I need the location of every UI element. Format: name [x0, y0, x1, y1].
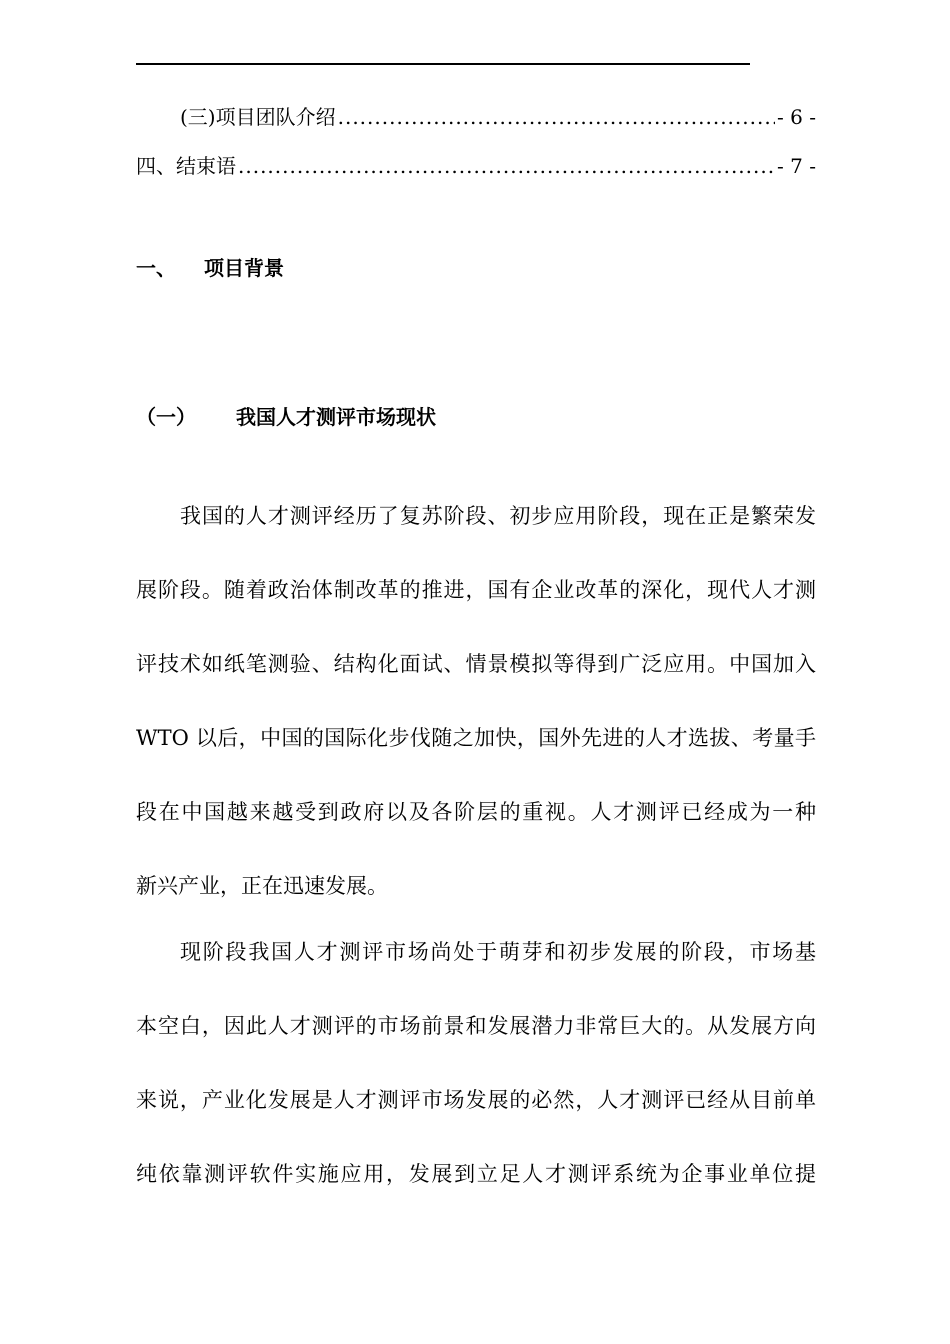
subsection-heading	[136, 402, 436, 432]
header-rule	[136, 63, 750, 65]
toc-entry-conclusion[interactable]	[136, 151, 816, 181]
toc-entry-label: 四、结束语	[136, 154, 236, 178]
toc-dot-leader	[338, 102, 775, 132]
toc-entry-label: (三)项目团队介绍	[180, 105, 336, 129]
paragraph-line: 段在中国越来越受到政府以及各阶层的重视。人才测评已经成为一种	[136, 800, 816, 824]
paragraph-line: WTO 以后，中国的国际化步伐随之加快，国外先进的人才选拔、考量手	[136, 726, 816, 750]
toc-entry-page: - 6 -	[777, 105, 816, 129]
paragraph-line: 现阶段我国人才测评市场尚处于萌芽和初步发展的阶段，市场基	[180, 940, 816, 964]
paragraph-line: 我国的人才测评经历了复苏阶段、初步应用阶段，现在正是繁荣发	[180, 504, 816, 528]
section-title: 项目背景	[204, 256, 284, 280]
paragraph-line: 新兴产业，正在迅速发展。	[136, 874, 388, 898]
paragraph-line: 评技术如纸笔测验、结构化面试、情景模拟等得到广泛应用。中国加入	[136, 652, 816, 676]
subsection-title: 我国人才测评市场现状	[236, 405, 436, 429]
section-number: 一、	[136, 256, 176, 280]
subsection-number: （一）	[136, 405, 196, 429]
paragraph-line: 来说，产业化发展是人才测评市场发展的必然，人才测评已经从目前单	[136, 1088, 816, 1112]
paragraph-market-outlook	[136, 915, 816, 1211]
toc-dot-leader	[238, 151, 775, 181]
section-heading	[136, 253, 284, 283]
paragraph-market-history	[136, 479, 816, 923]
paragraph-line: 本空白，因此人才测评的市场前景和发展潜力非常巨大的。从发展方向	[136, 1014, 816, 1038]
toc-entry-page: - 7 -	[777, 154, 816, 178]
toc-entry-team[interactable]	[136, 102, 816, 132]
paragraph-line: 纯依靠测评软件实施应用，发展到立足人才测评系统为企事业单位提	[136, 1162, 816, 1186]
paragraph-line: 展阶段。随着政治体制改革的推进，国有企业改革的深化，现代人才测	[136, 578, 816, 602]
